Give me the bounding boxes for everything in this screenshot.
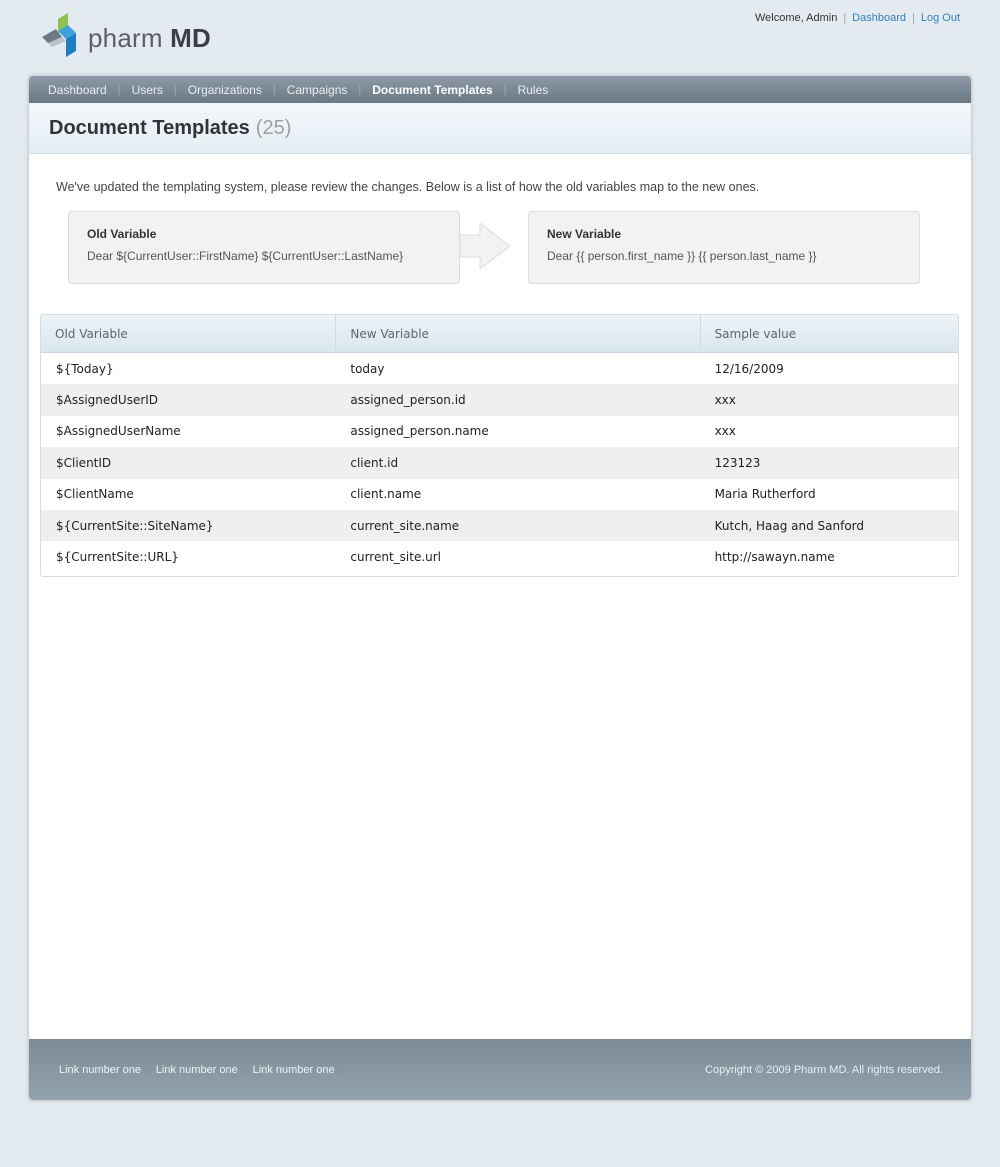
old-variable-label: Old Variable xyxy=(87,227,157,241)
cell-sample-value: http://sawayn.name xyxy=(714,550,835,565)
footer-link[interactable]: Link number one xyxy=(252,1063,335,1076)
brand-name: pharm MD xyxy=(88,22,211,53)
footer xyxy=(29,1039,971,1100)
cell-sample-value: 12/16/2009 xyxy=(714,361,784,376)
cell-sample-value: xxx xyxy=(714,424,736,439)
footer-link[interactable]: Link number one xyxy=(59,1063,141,1076)
cell-old-variable: ${CurrentSite::URL} xyxy=(56,550,179,565)
copyright-text: Copyright © 2009 Pharm MD. All rights reserved. xyxy=(705,1063,943,1076)
page-count: (25) xyxy=(255,116,292,139)
table-row xyxy=(41,384,958,415)
column-header-new-variable[interactable]: New Variable xyxy=(335,315,699,352)
table-row xyxy=(41,353,958,384)
cell-new-variable: client.id xyxy=(350,455,399,470)
top-dashboard-link[interactable]: Dashboard xyxy=(852,12,906,24)
table-row xyxy=(41,541,958,572)
main-panel xyxy=(29,76,971,1100)
user-bar: Welcome, Admin | Dashboard | Log Out xyxy=(754,12,960,24)
table-row xyxy=(41,416,958,447)
logo-mark-icon xyxy=(38,11,80,57)
page-title: Document Templates xyxy=(49,116,250,139)
page-header xyxy=(29,103,971,154)
new-variable-example xyxy=(528,211,920,284)
arrow-right-icon xyxy=(460,223,512,269)
cell-new-variable: today xyxy=(350,361,385,376)
table-row xyxy=(41,510,958,541)
cell-new-variable: current_site.url xyxy=(350,550,442,565)
footer-links: Link number one | Link number one | Link number one | xyxy=(59,1063,344,1076)
cell-sample-value: xxx xyxy=(714,393,736,408)
cell-new-variable: client.name xyxy=(350,487,422,502)
nav-document-templates[interactable]: Document Templates xyxy=(372,82,493,97)
cell-old-variable: ${Today} xyxy=(56,361,114,376)
cell-sample-value: 123123 xyxy=(714,455,761,470)
cell-old-variable: $AssignedUserName xyxy=(56,424,181,439)
main-nav: Dashboard | Users | Organizations | Campaigns | Document Templates | Rules xyxy=(29,76,971,103)
nav-rules[interactable]: Rules xyxy=(517,82,549,97)
column-header-old-variable[interactable]: Old Variable xyxy=(55,326,128,341)
cell-new-variable: assigned_person.id xyxy=(350,393,466,408)
intro-text: We've updated the templating system, please review the changes. Below is a list of how the old variables map to the new ones. xyxy=(56,180,760,194)
old-variable-example xyxy=(68,211,460,284)
cell-old-variable: $ClientID xyxy=(56,455,112,470)
column-header-sample-value[interactable]: Sample value xyxy=(700,315,958,352)
nav-campaigns[interactable]: Campaigns xyxy=(286,82,348,97)
nav-dashboard[interactable]: Dashboard xyxy=(48,82,107,97)
cell-old-variable: ${CurrentSite::SiteName} xyxy=(56,518,214,533)
old-variable-value: Dear ${CurrentUser::FirstName} ${CurrentUser::LastName} xyxy=(87,249,404,263)
welcome-text: Welcome, Admin xyxy=(754,12,838,24)
cell-old-variable: $AssignedUserID xyxy=(56,393,159,408)
new-variable-value: Dear {{ person.first_name }} {{ person.last_name }} xyxy=(547,249,817,263)
brand-logo[interactable] xyxy=(38,11,211,57)
cell-old-variable: $ClientName xyxy=(56,487,134,502)
cell-new-variable: current_site.name xyxy=(350,518,460,533)
table-row xyxy=(41,447,958,478)
cell-new-variable: assigned_person.name xyxy=(350,424,489,439)
variables-table xyxy=(40,314,959,577)
cell-sample-value: Maria Rutherford xyxy=(714,487,816,502)
cell-sample-value: Kutch, Haag and Sanford xyxy=(714,518,865,533)
table-row xyxy=(41,479,958,510)
new-variable-label: New Variable xyxy=(547,227,622,241)
nav-users[interactable]: Users xyxy=(131,82,163,97)
nav-organizations[interactable]: Organizations xyxy=(187,82,262,97)
logout-link[interactable]: Log Out xyxy=(920,12,960,24)
table-header xyxy=(41,315,958,353)
footer-link[interactable]: Link number one xyxy=(155,1063,238,1076)
